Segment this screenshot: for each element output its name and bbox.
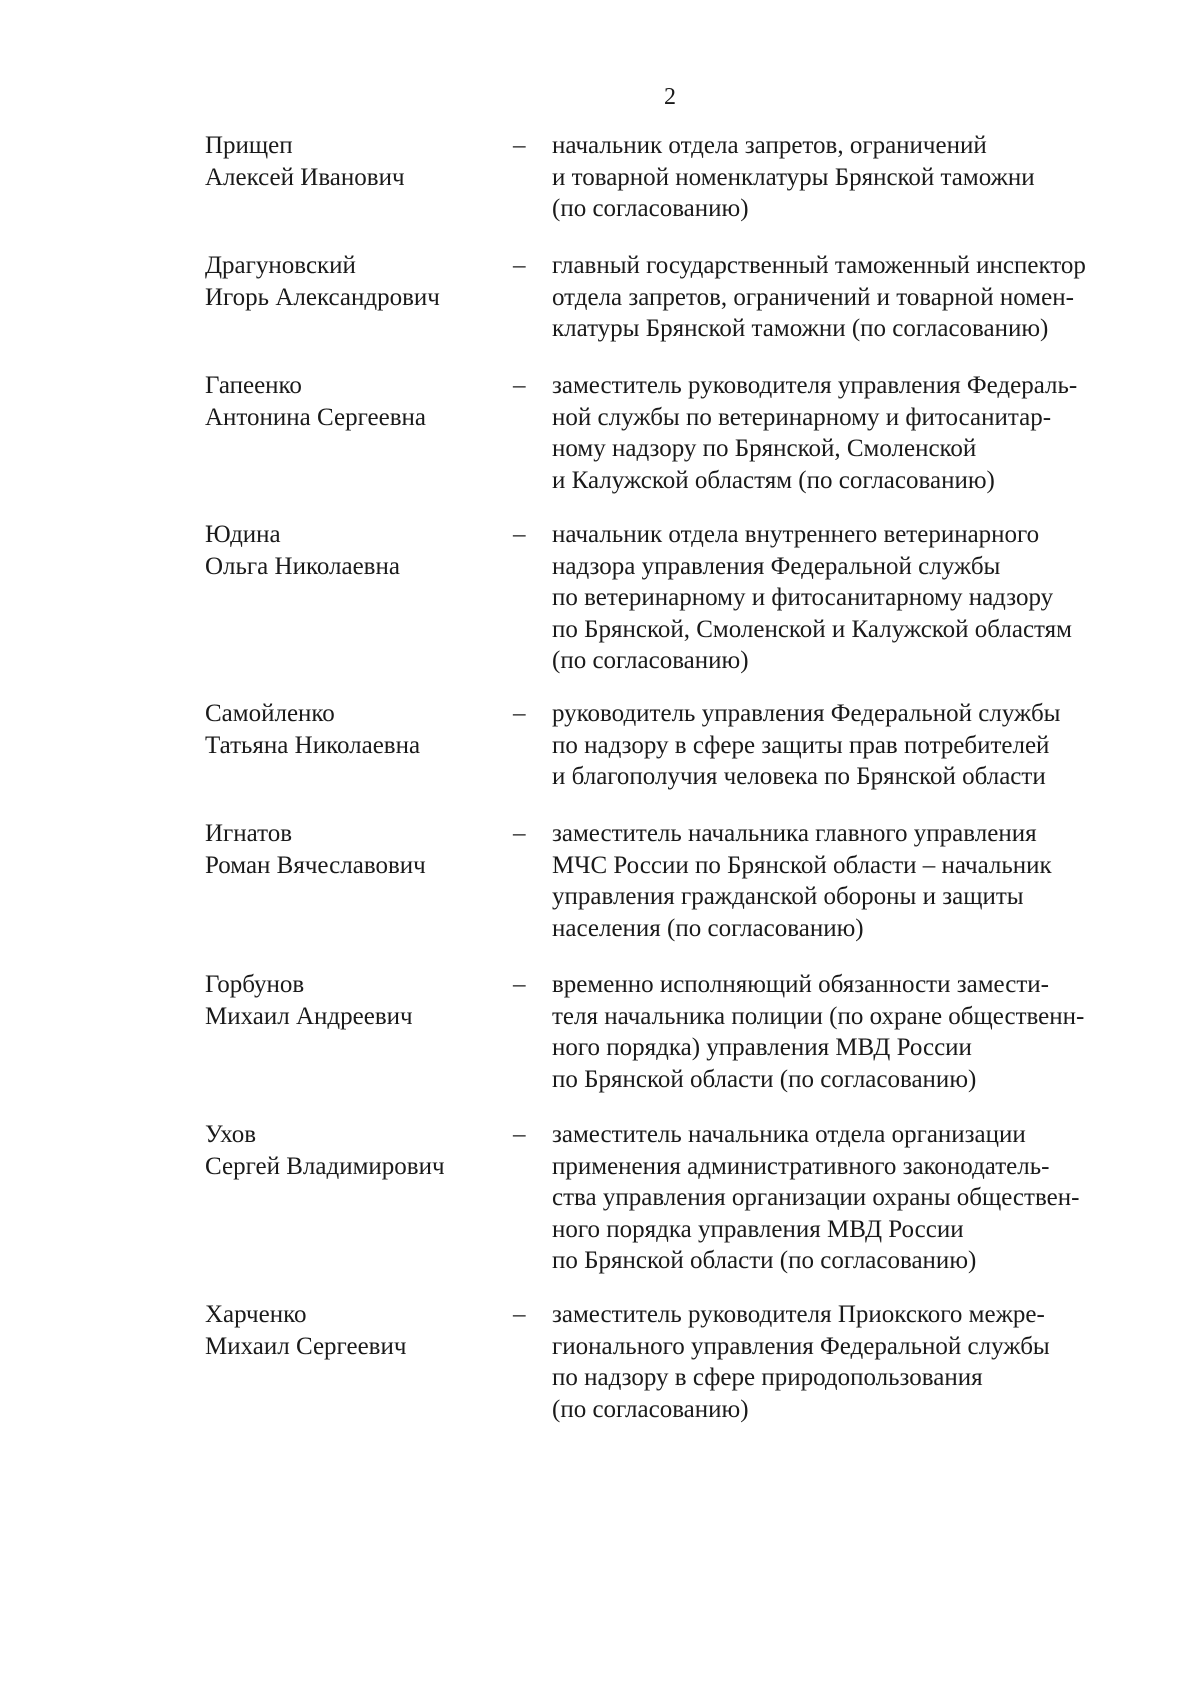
member-surname: Горбунов (205, 971, 305, 998)
position-line: населения (по согласованию) (552, 914, 864, 942)
position-line: начальник отдела запретов, ограничений (552, 132, 987, 159)
position-line: и благополучия человека по Брянской области (552, 763, 1046, 790)
position-line: и Калужской областям (по согласованию) (552, 466, 995, 494)
member-position (552, 818, 1152, 944)
position-line: временно исполняющий обязанности замести- (552, 971, 1049, 998)
member-name (205, 370, 505, 433)
member-name (205, 1119, 505, 1182)
position-line: (по согласованию) (552, 647, 749, 674)
member-position (552, 250, 1152, 345)
position-line: ства управления организации охраны обществен- (552, 1184, 1080, 1211)
position-line: гионального управления Федеральной службы (552, 1332, 1050, 1360)
position-line: ному надзору по Брянской, Смоленской (552, 435, 977, 462)
dash-separator: – (513, 521, 526, 548)
member-position (552, 969, 1152, 1095)
member-position (552, 519, 1152, 677)
member-given-names: Алексей Иванович (205, 163, 405, 191)
position-line: надзора управления Федеральной службы (552, 552, 1001, 580)
position-line: начальник отдела внутреннего ветеринарного (552, 521, 1040, 548)
member-given-names: Игорь Александрович (205, 283, 440, 311)
dash-separator: – (513, 1121, 526, 1148)
member-surname: Гапеенко (205, 372, 302, 399)
member-name (205, 250, 505, 313)
member-given-names: Сергей Владимирович (205, 1152, 445, 1180)
position-line: заместитель руководителя управления Федераль- (552, 372, 1078, 399)
member-position (552, 698, 1152, 793)
position-line: по Брянской области (по согласованию) (552, 1065, 977, 1093)
member-name (205, 818, 505, 881)
position-line: применения административного законодатель- (552, 1152, 1050, 1180)
member-name (205, 969, 505, 1032)
position-line: заместитель начальника отдела организации (552, 1121, 1026, 1148)
member-position (552, 130, 1152, 225)
position-line: ного порядка управления МВД России (552, 1215, 964, 1243)
member-surname: Игнатов (205, 820, 293, 847)
member-name (205, 130, 505, 193)
member-given-names: Ольга Николаевна (205, 552, 400, 580)
member-name (205, 1299, 505, 1362)
member-given-names: Татьяна Николаевна (205, 731, 421, 759)
position-line: заместитель начальника главного управления (552, 820, 1037, 847)
position-line: отдела запретов, ограничений и товарной номен- (552, 283, 1074, 311)
member-name (205, 519, 505, 582)
member-surname: Прищеп (205, 132, 293, 159)
dash-separator: – (513, 1301, 526, 1328)
position-line: клатуры Брянской таможни (по согласованию) (552, 315, 1049, 342)
position-line: по надзору в сфере природопользования (552, 1364, 983, 1391)
position-line: теля начальника полиции (по охране общественн- (552, 1002, 1085, 1030)
member-given-names: Роман Вячеславович (205, 851, 426, 879)
member-surname: Ухов (205, 1121, 257, 1148)
member-given-names: Михаил Андреевич (205, 1002, 413, 1030)
position-line: (по согласованию) (552, 1395, 749, 1423)
position-line: по Брянской области (по согласованию) (552, 1247, 977, 1274)
member-surname: Драгуновский (205, 252, 356, 279)
position-line: по Брянской, Смоленской и Калужской областям (552, 615, 1072, 643)
dash-separator: – (513, 372, 526, 399)
position-line: ного порядка) управления МВД России (552, 1034, 972, 1061)
page-number: 2 (664, 84, 676, 110)
member-position (552, 1299, 1152, 1425)
position-line: по ветеринарному и фитосанитарному надзору (552, 584, 1054, 611)
dash-separator: – (513, 971, 526, 998)
position-line: управления гражданской обороны и защиты (552, 883, 1024, 910)
member-name (205, 698, 505, 761)
position-line: ной службы по ветеринарному и фитосанитар- (552, 403, 1052, 431)
position-line: главный государственный таможенный инспектор (552, 252, 1086, 279)
position-line: МЧС России по Брянской области – начальник (552, 851, 1052, 879)
member-position (552, 1119, 1152, 1277)
dash-separator: – (513, 132, 526, 159)
dash-separator: – (513, 700, 526, 727)
member-surname: Харченко (205, 1301, 307, 1328)
dash-separator: – (513, 820, 526, 847)
member-position (552, 370, 1152, 496)
member-given-names: Михаил Сергеевич (205, 1332, 407, 1360)
member-surname: Самойленко (205, 700, 335, 727)
position-line: по надзору в сфере защиты прав потребителей (552, 731, 1050, 759)
position-line: руководитель управления Федеральной службы (552, 700, 1061, 727)
position-line: заместитель руководителя Приокского межре- (552, 1301, 1045, 1328)
member-surname: Юдина (205, 521, 281, 548)
position-line: (по согласованию) (552, 195, 749, 222)
member-given-names: Антонина Сергеевна (205, 403, 426, 431)
position-line: и товарной номенклатуры Брянской таможни (552, 163, 1035, 191)
dash-separator: – (513, 252, 526, 279)
